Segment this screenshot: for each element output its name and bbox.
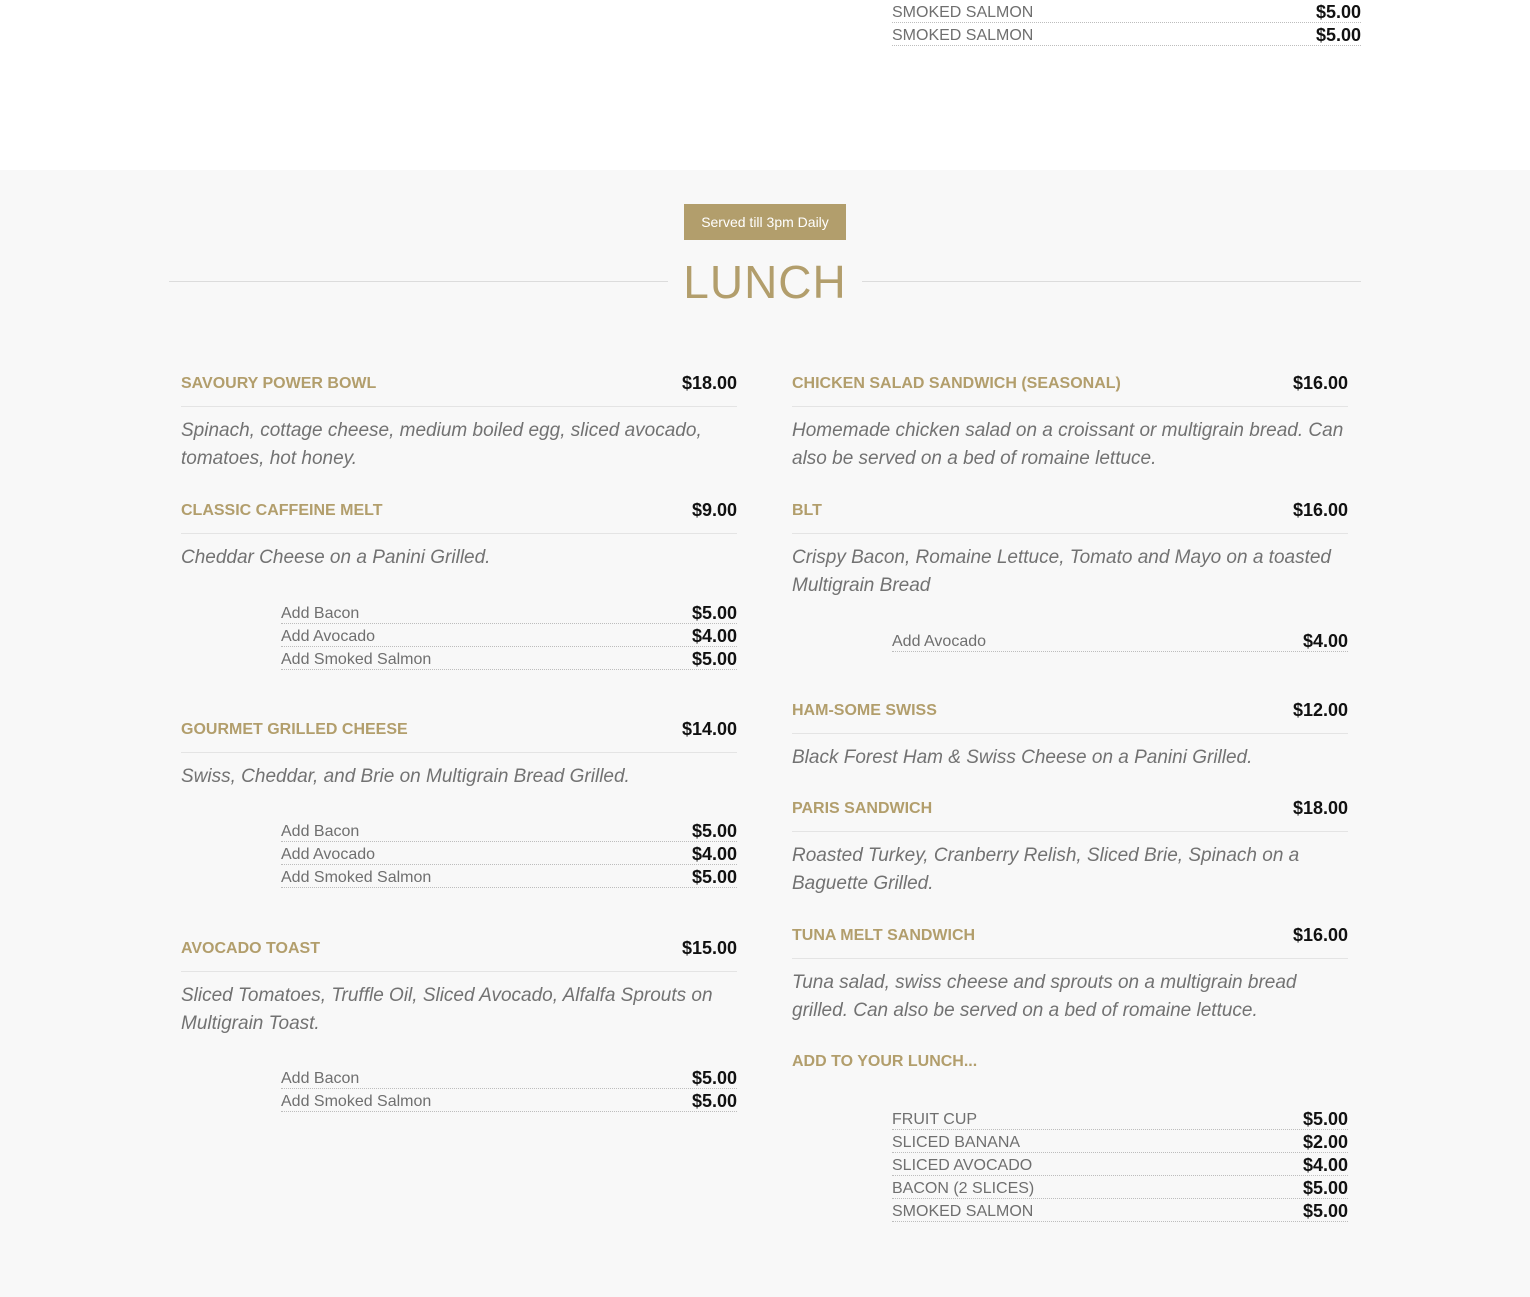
menu-item-name: AVOCADO TOAST [181,939,320,957]
addon-price: $5.00 [691,1068,737,1088]
addon-name: SMOKED SALMON [892,27,1034,44]
menu-item-price: $12.00 [1292,700,1348,720]
menu-item [792,792,1348,898]
addon-name: Add Bacon [281,605,360,622]
menu-item-description: Tuna salad, swiss cheese and sprouts on a multigrain bread grilled. Can also be served on a bed of romaine lettuce. [792,972,1297,1021]
menu-item-description: Homemade chicken salad on a croissant or multigrain bread. Can also be served on a bed of romaine lettuce. [792,420,1344,469]
addon-row [281,1066,737,1089]
addon-row [892,0,1361,23]
section-heading [169,252,1361,312]
addon-row [281,601,737,624]
addon-price: $4.00 [1302,631,1348,651]
addons-list [892,1107,1348,1222]
addon-name: SMOKED SALMON [892,1203,1034,1220]
addon-name: Add Avocado [281,846,376,863]
addons-list [281,819,737,888]
menu-item-description: Cheddar Cheese on a Panini Grilled. [181,547,491,568]
menu-item-price: $14.00 [681,719,737,739]
addon-row [892,629,1348,652]
menu-item-name: BLT [792,501,822,519]
menu-item-header [792,694,1348,734]
menu-item-price: $16.00 [1292,925,1348,945]
addon-name: Add Avocado [892,633,987,650]
addon-row [892,23,1361,46]
menu-item [181,494,737,572]
addon-price: $5.00 [1302,1178,1348,1198]
menu-item-name: SAVOURY POWER BOWL [181,374,377,392]
addon-price: $5.00 [691,821,737,841]
addon-price: $5.00 [1302,1109,1348,1129]
menu-item-price: $16.00 [1292,500,1348,520]
menu-item-name: HAM-SOME SWISS [792,701,937,719]
addon-price: $5.00 [691,603,737,623]
addon-name: SLICED BANANA [892,1134,1021,1151]
addon-price: $4.00 [691,844,737,864]
menu-item [792,694,1348,772]
menu-item-header [792,792,1348,832]
menu-item-name: CLASSIC CAFFEINE MELT [181,501,383,519]
menu-item [792,367,1348,473]
previous-menu-section [0,0,1530,170]
addon-price: $4.00 [1302,1155,1348,1175]
addon-price: $5.00 [691,1091,737,1111]
addon-row [892,1199,1348,1222]
addon-row [892,1153,1348,1176]
addon-name: FRUIT CUP [892,1111,978,1128]
addon-name: SMOKED SALMON [892,4,1034,21]
menu-item-header [792,494,1348,534]
menu-item-name: TUNA MELT SANDWICH [792,926,976,944]
addon-row [892,1176,1348,1199]
menu-item-header [181,367,737,407]
addon-price: $5.00 [691,649,737,669]
addons-list [281,1066,737,1112]
menu-item-price: $9.00 [691,500,737,520]
menu-item-name: PARIS SANDWICH [792,799,933,817]
menu-item-description: Roasted Turkey, Cranberry Relish, Sliced Brie, Spinach on a Baguette Grilled. [792,845,1300,894]
addon-name: SLICED AVOCADO [892,1157,1033,1174]
menu-item-name: GOURMET GRILLED CHEESE [181,720,408,738]
addon-name: Add Smoked Salmon [281,1093,432,1110]
addon-row [281,624,737,647]
menu-item-price: $18.00 [681,373,737,393]
served-till-badge: Served till 3pm Daily [684,204,846,240]
menu-item-header [792,367,1348,407]
menu-item-price: $15.00 [681,938,737,958]
addon-row [892,1107,1348,1130]
addon-row [281,647,737,670]
menu-item-description: Spinach, cottage cheese, medium boiled egg, sliced avocado, tomatoes, hot honey. [181,420,702,469]
menu-item-description: Swiss, Cheddar, and Brie on Multigrain Bread Grilled. [181,766,630,787]
menu-item [181,713,737,791]
addon-name: BACON (2 SLICES) [892,1180,1035,1197]
addon-price: $5.00 [691,867,737,887]
menu-item-name: CHICKEN SALAD SANDWICH (SEASONAL) [792,374,1121,392]
addons-list [892,629,1348,652]
menu-item [181,367,737,473]
addon-price: $2.00 [1302,1132,1348,1152]
addon-price: $5.00 [1315,25,1361,45]
menu-item-header [181,494,737,534]
addon-name: Add Bacon [281,823,360,840]
addon-name: Add Avocado [281,628,376,645]
menu-item [792,494,1348,600]
addon-price: $5.00 [1315,2,1361,22]
menu-item-price: $16.00 [1292,373,1348,393]
addon-row [281,842,737,865]
menu-item [181,932,737,1038]
menu-item-name: ADD TO YOUR LUNCH... [792,1053,978,1070]
addon-row [281,819,737,842]
addon-row [892,1130,1348,1153]
menu-item [792,919,1348,1025]
menu-item-header [181,713,737,753]
menu-item-description: Crispy Bacon, Romaine Lettuce, Tomato and Mayo on a toasted Multigrain Bread [792,547,1331,596]
lunch-section [0,170,1530,1297]
menu-item [792,1053,1348,1071]
menu-item-header [181,932,737,972]
addon-name: Add Smoked Salmon [281,869,432,886]
addon-name: Add Bacon [281,1070,360,1087]
addon-price: $5.00 [1302,1201,1348,1221]
addons-list [281,601,737,670]
menu-item-description: Black Forest Ham & Swiss Cheese on a Panini Grilled. [792,747,1253,768]
addon-price: $4.00 [691,626,737,646]
addon-row [281,1089,737,1112]
previous-addons-list [892,0,1361,46]
section-title: LUNCH [683,256,847,308]
menu-item-description: Sliced Tomatoes, Truffle Oil, Sliced Avocado, Alfalfa Sprouts on Multigrain Toast. [181,985,713,1034]
addon-row [281,865,737,888]
menu-item-price: $18.00 [1292,798,1348,818]
menu-item-header [792,919,1348,959]
addon-name: Add Smoked Salmon [281,651,432,668]
